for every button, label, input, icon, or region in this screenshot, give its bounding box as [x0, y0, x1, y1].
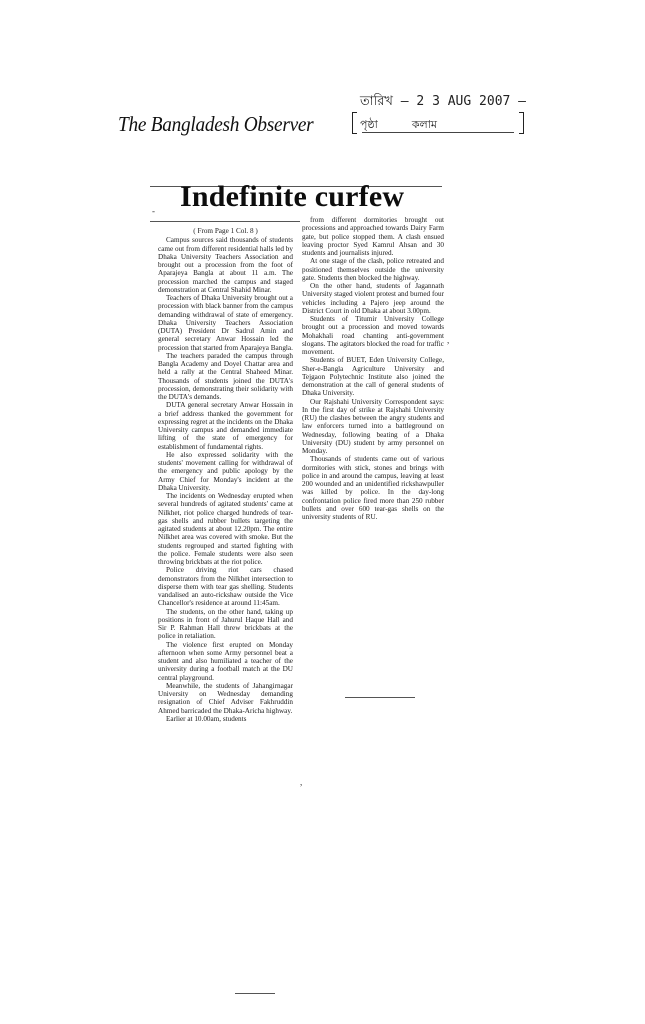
article-paragraph: Teachers of Dhaka University brought out a procession with black banner from the campus demanding withdrawal of state of emergency. Dhaka University Teachers Association (DUTA) President Dr Sadrul Amin and general secretary Anwar Hossain led the procession that started from Aparajeya Bangla.: [158, 294, 293, 352]
article-paragraph: He also expressed solidarity with the students' movement calling for withdrawal of the emergency and public apology by the Army Chief for Monday's incident at the Dhaka University.: [158, 450, 293, 492]
article-paragraph: Thousands of students came out of various dormitories with stick, stones and brings with police in and around the campus, leaving at least 200 wounded and an unidentified rickshawpuller was killed by police. In the day-long confrontation police fired more than 250 rubber bullets and over 600 tear-gas shells on the university students of RU.: [302, 455, 444, 521]
article-paragraph: The students, on the other hand, taking up positions in front of Jahurul Haque Hall and Sir P. Rahman Hall threw brickbats at the police in retaliation.: [158, 607, 293, 641]
headline-rule-bottom: [150, 221, 300, 222]
article-paragraph: Campus sources said thousands of students came out from different residential halls led by Dhaka University Teachers Association and brought out a procession from the foot of Aparajeya Bangla at about 11 a.m. The procession marched the campus and staged demonstration at Central Shahid Minar.: [158, 236, 293, 294]
article-paragraph: The violence first erupted on Monday afternoon when some Army personnel beat a student and also humiliated a teacher of the university during a football match at the DU central playground.: [158, 640, 293, 682]
margin-mark: ,: [447, 335, 450, 345]
stamp-date: 2 3 AUG 2007: [416, 94, 511, 109]
article-column-2: [302, 216, 444, 694]
article-paragraph: Students of Titumir University College brought out a procession and moved towards Mohakhali road chanting anti-government slogans. The agitators blocked the road for traffic movement.: [302, 315, 444, 356]
article-paragraph: Meanwhile, the students of Jahangirnagar University on Wednesday demanding resignation of Chief Adviser Fakhruddin Ahmed barricaded the Dhaka-Aricha highway.: [158, 681, 293, 715]
article-paragraph: On the other hand, students of Jagannath University staged violent protest and burned four vehicles including a Pajero jeep around the District Court in old Dhaka at about 3.00pm.: [302, 282, 444, 315]
date-stamp: তারিখ – 2 3 AUG 2007 – পৃষ্ঠা কলাম: [352, 92, 524, 140]
article-column-1: [158, 227, 293, 979]
article-paragraph: Students of BUET, Eden University College, Sher-e-Bangla Agriculture University and Tejgaon Polytechnic Institute also joined the demonstration at the call of general students of Dhaka University.: [302, 356, 444, 398]
article-paragraph: The teachers paraded the campus through Bangla Academy and Doyel Chattar area and held a rally at the Central Shaheed Minar. Thousands of students joined the DUTA's procession, demonstrating their solidarity with the DUTA's demands.: [158, 351, 293, 401]
article-paragraph: At one stage of the clash, police retreated and positioned themselves outside the university gate. Students then blocked the highway.: [302, 257, 444, 282]
article-end-rule: [235, 993, 275, 994]
article-paragraph: from different dormitories brought out processions and approached towards Dairy Farm gate, but police stopped them. A clash ensued leaving proctor Syed Kamrul Ahsan and 30 students and journalists injured.: [302, 216, 444, 257]
stamp-date-prefix: তারিখ: [360, 94, 393, 109]
headline: Indefinite curfew: [180, 180, 405, 213]
article-paragraph: Earlier at 10.00am, students: [166, 714, 247, 723]
stamp-page-label: পৃষ্ঠা: [360, 118, 378, 131]
masthead: The Bangladesh Observer: [118, 112, 314, 136]
margin-mark: ,: [300, 777, 303, 787]
continued-from: ( From Page 1 Col. 8 ): [193, 227, 258, 235]
stamp-column-label: কলাম: [411, 118, 438, 131]
article-paragraph: DUTA general secretary Anwar Hossain in a brief address thanked the government for expressing regret at the incidents on the Dhaka University campus and demanded immediate lifting of the state of emergency for establishment of fundamental rights.: [158, 401, 293, 451]
article-paragraph: Our Rajshahi University Correspondent says: In the first day of strike at Rajshahi University (RU) the clashes between the angry students and law enforcers turned into a battleground on Wednesday, following beating of a Dhaka University (DU) student by army personnel on Monday.: [302, 397, 444, 455]
article-paragraph: The incidents on Wednesday erupted when several hundreds of agitated students' came at Nilkhet, riot police charged hundreds of tear-gas shells and rubber bullets targeting the agitated students at about 12.20pm. The entire Nilkhet area was covered with smoke. But the students regrouped and started fighting with the police. Female students were also seen throwing brickbats at the riot police.: [158, 492, 293, 566]
column-end-rule: [345, 697, 415, 698]
margin-mark: -: [152, 206, 155, 216]
article-paragraph: Police driving riot cars chased demonstrators from the Nilkhet intersection to disperse them with tear gas shelling. Students vandalised an auto-rickshaw outside the Vice Chancellor's residence at around 11:45am.: [158, 566, 293, 608]
